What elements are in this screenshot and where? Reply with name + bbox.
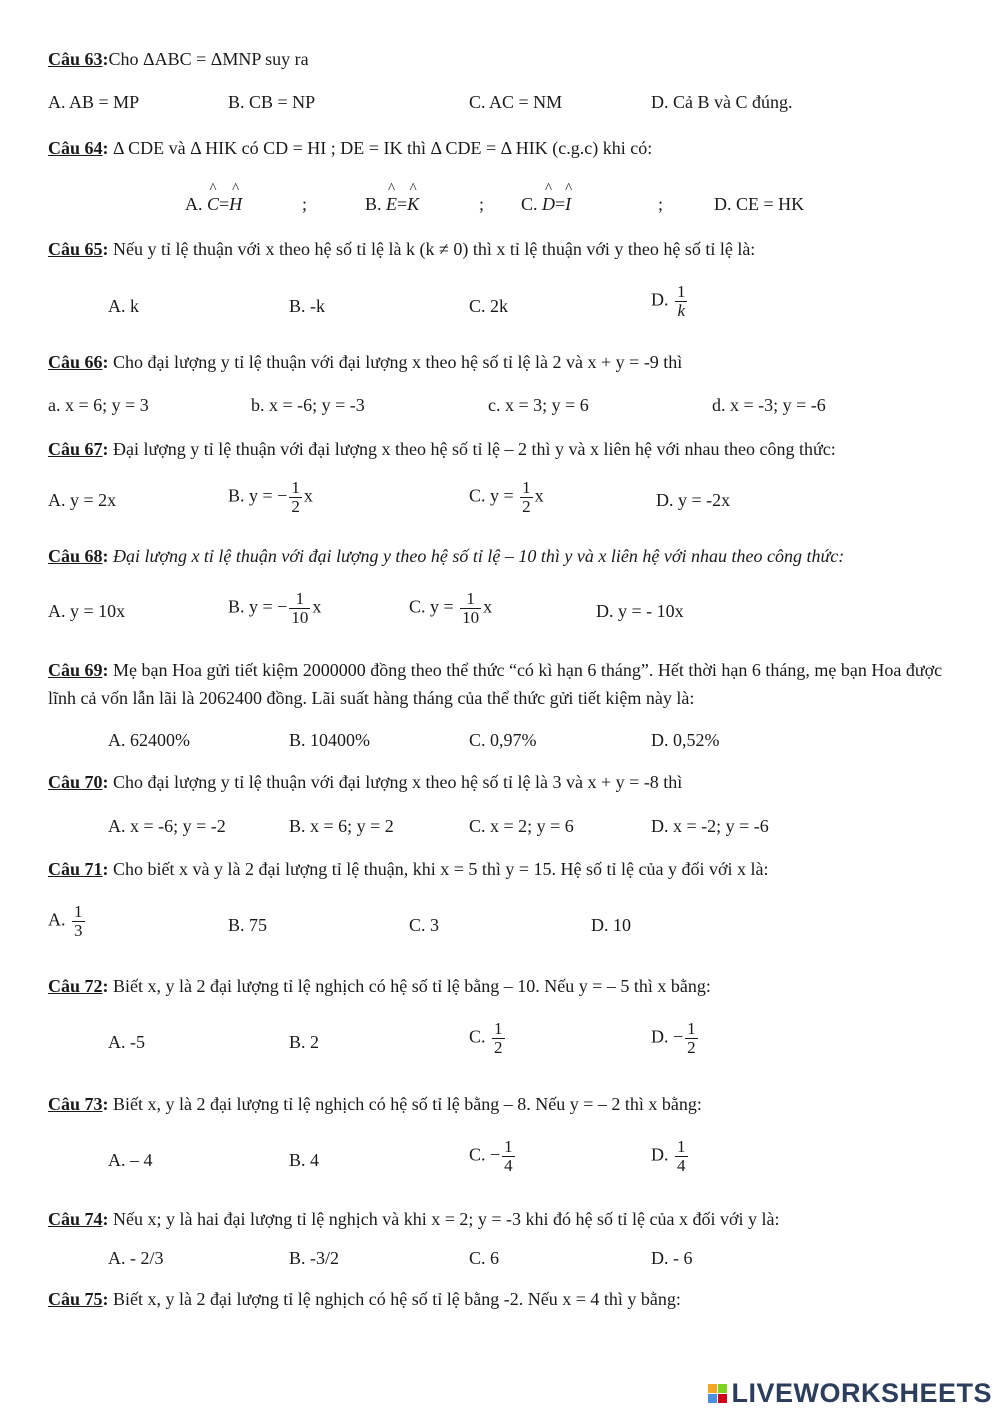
option-71-c[interactable]: C. 3: [409, 915, 440, 935]
option-74-c[interactable]: C. 6: [469, 1248, 500, 1268]
option-72-c[interactable]: C. $\frac{1}{2}$: [469, 1019, 503, 1057]
option-64-a[interactable]: A. ^ C=^ H: [185, 193, 242, 215]
option-68-b[interactable]: B. y = − $\frac{1}{10}$ x: [228, 589, 322, 627]
option-67-c[interactable]: C. y = $\frac{1}{2}$ x: [469, 478, 544, 516]
question-68: Câu 68: Đại lượng x tỉ lệ thuận với đại lượng y theo hệ số tỉ lệ – 10 thì y và x liên hệ với nhau theo công thức:: [48, 546, 845, 566]
option-67-d[interactable]: D. y = -2x: [656, 490, 731, 510]
option-74-a[interactable]: A. - 2/3: [108, 1248, 164, 1268]
option-65-a[interactable]: A. k: [108, 296, 139, 316]
option-72-a[interactable]: A. -5: [108, 1032, 145, 1052]
option-72-b[interactable]: B. 2: [289, 1032, 320, 1052]
option-63-d[interactable]: D. Cả B và C đúng.: [651, 92, 793, 112]
option-69-d[interactable]: D. 0,52%: [651, 730, 720, 750]
option-74-d[interactable]: D. - 6: [651, 1248, 693, 1268]
option-68-d[interactable]: D. y = - 10x: [596, 601, 684, 621]
option-separator: ;: [302, 194, 308, 214]
option-64-c[interactable]: C. ^ D=^ I: [521, 193, 571, 215]
option-73-d[interactable]: D. $\frac{1}{4}$: [651, 1137, 686, 1175]
question-73: Câu 73: Biết x, y là 2 đại lượng tỉ lệ nghịch có hệ số tỉ lệ bằng – 8. Nếu y = – 2 thì x bằng:: [48, 1094, 702, 1114]
option-71-d[interactable]: D. 10: [591, 915, 631, 935]
option-69-a[interactable]: A. 62400%: [108, 730, 190, 750]
option-66-c[interactable]: c. x = 3; y = 6: [488, 395, 589, 415]
question-65: Câu 65: Nếu y tỉ lệ thuận với x theo hệ số tỉ lệ là k (k ≠ 0) thì x tỉ lệ thuận với y theo hệ số tỉ lệ là:: [48, 239, 756, 259]
option-64-b[interactable]: B. ^ E=^ K: [365, 193, 419, 215]
option-73-a[interactable]: A. – 4: [108, 1150, 153, 1170]
option-separator: ;: [479, 194, 485, 214]
question-64: Câu 64: Δ CDE và Δ HIK có CD = HI ; DE = IK thì Δ CDE = Δ HIK (c.g.c) khi có:: [48, 138, 653, 158]
liveworksheets-logo: [708, 1378, 992, 1409]
option-67-b[interactable]: B. y = − $\frac{1}{2}$ x: [228, 478, 313, 516]
option-73-c[interactable]: C. − $\frac{1}{4}$: [469, 1137, 513, 1175]
option-65-c[interactable]: C. 2k: [469, 296, 509, 316]
question-74: Câu 74: Nếu x; y là hai đại lượng tỉ lệ nghịch và khi x = 2; y = -3 khi đó hệ số tỉ lệ của x đối với y là:: [48, 1209, 780, 1229]
option-66-d[interactable]: d. x = -3; y = -6: [712, 395, 826, 415]
option-67-a[interactable]: A. y = 2x: [48, 490, 117, 510]
option-70-a[interactable]: A. x = -6; y = -2: [108, 816, 226, 836]
option-68-a[interactable]: A. y = 10x: [48, 601, 126, 621]
question-63: Câu 63:Cho ΔABC = ΔMNP suy ra: [48, 49, 309, 69]
option-69-b[interactable]: B. 10400%: [289, 730, 370, 750]
option-73-b[interactable]: B. 4: [289, 1150, 320, 1170]
question-70: Câu 70: Cho đại lượng y tỉ lệ thuận với đại lượng x theo hệ số tỉ lệ là 3 và x + y = -8 thì: [48, 772, 683, 792]
question-75: Câu 75: Biết x, y là 2 đại lượng tỉ lệ nghịch có hệ số tỉ lệ bằng -2. Nếu x = 4 thì y bằng:: [48, 1289, 681, 1309]
question-72: Câu 72: Biết x, y là 2 đại lượng tỉ lệ nghịch có hệ số tỉ lệ bằng – 10. Nếu y = – 5 thì x bằng:: [48, 976, 711, 996]
question-69: Câu 69: Mẹ bạn Hoa gửi tiết kiệm 2000000 đồng theo thể thức “có kì hạn 6 tháng”. Hết thời hạn 6 tháng, mẹ bạn Hoa được lĩnh cả vốn lẫn lãi là 2062400 đồng. Lãi suất hàng tháng của thể thức gửi tiết kiệm này là:: [48, 660, 943, 708]
option-71-b[interactable]: B. 75: [228, 915, 268, 935]
option-63-c[interactable]: C. AC = NM: [469, 92, 563, 112]
liveworksheets-logo-icon: [708, 1384, 727, 1403]
option-63-a[interactable]: A. AB = MP: [48, 92, 140, 112]
option-65-d[interactable]: D. $\frac{1}{k}$: [651, 282, 686, 320]
option-70-d[interactable]: D. x = -2; y = -6: [651, 816, 769, 836]
question-71: Câu 71: Cho biết x và y là 2 đại lượng tỉ lệ thuận, khi x = 5 thì y = 15. Hệ số tỉ lệ của y đối với x là:: [48, 859, 769, 879]
question-66: Câu 66: Cho đại lượng y tỉ lệ thuận với đại lượng x theo hệ số tỉ lệ là 2 và x + y = -9 thì: [48, 352, 683, 372]
option-64-d[interactable]: D. CE = HK: [714, 194, 805, 214]
option-63-b[interactable]: B. CB = NP: [228, 92, 316, 112]
option-72-d[interactable]: D. − $\frac{1}{2}$: [651, 1019, 696, 1057]
option-65-b[interactable]: B. -k: [289, 296, 325, 316]
liveworksheets-logo-text: LIVEWORKSHEETS: [731, 1378, 992, 1408]
question-67: Câu 67: Đại lượng y tỉ lệ thuận với đại lượng x theo hệ số tỉ lệ – 2 thì y và x liên hệ với nhau theo công thức:: [48, 439, 836, 459]
option-66-a[interactable]: a. x = 6; y = 3: [48, 395, 149, 415]
option-69-c[interactable]: C. 0,97%: [469, 730, 537, 750]
option-74-b[interactable]: B. -3/2: [289, 1248, 340, 1268]
option-separator: ;: [658, 194, 664, 214]
option-70-c[interactable]: C. x = 2; y = 6: [469, 816, 574, 836]
option-70-b[interactable]: B. x = 6; y = 2: [289, 816, 394, 836]
option-66-b[interactable]: b. x = -6; y = -3: [251, 395, 365, 415]
option-71-a[interactable]: A. $\frac{1}{3}$: [48, 902, 83, 940]
option-68-c[interactable]: C. y = $\frac{1}{10}$ x: [409, 589, 493, 627]
